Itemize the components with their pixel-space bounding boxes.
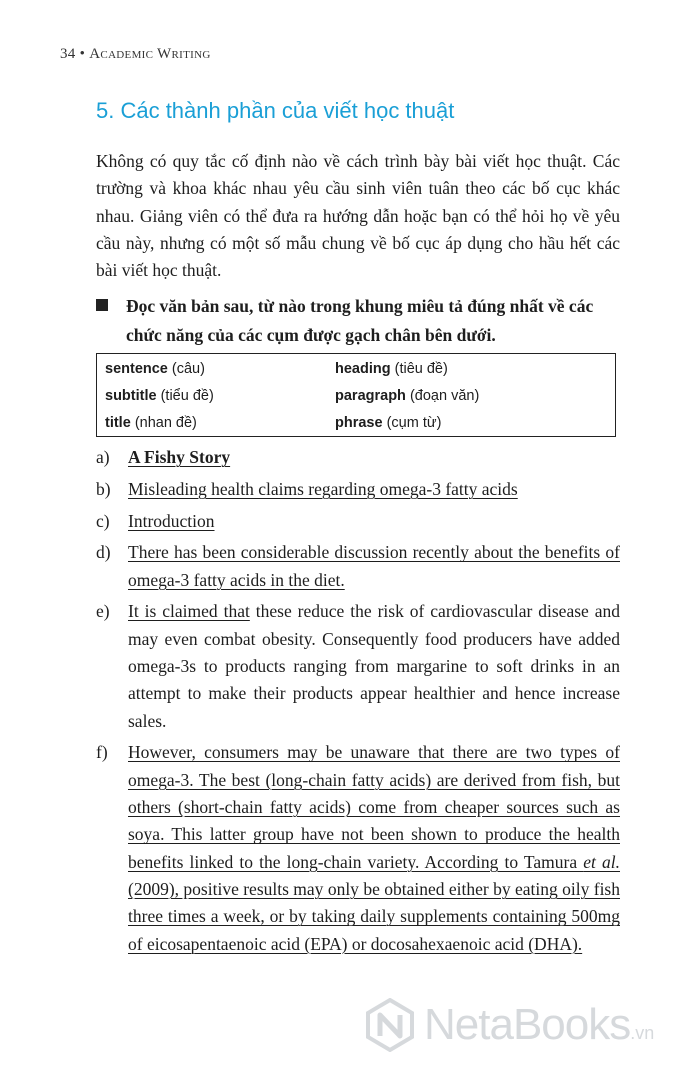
item-heading-text: Introduction [128,510,215,531]
word-box-term: heading (tiêu đề) [335,361,448,377]
word-box-term: paragraph (đoạn văn) [335,388,480,404]
task-instruction [96,292,620,350]
running-head [60,46,211,63]
item-body-text: these reduce the risk of cardiovascular disease and may even combat obesity. Consequently food producers have added omega-3s to products ranging from margarine to soft drinks in an attempt to make their products appear healthier and hence increase sales. [128,601,620,731]
square-bullet-icon [96,299,108,311]
exercise-item-b [96,476,620,503]
watermark-brand: NetaBooks.vn [424,1000,655,1049]
exercise-items [96,444,620,962]
item-letter: d) [96,542,111,563]
item-letter: f) [96,742,108,763]
word-box-term: sentence (câu) [105,361,205,377]
word-box-term: phrase (cụm từ) [335,415,442,431]
item-letter: b) [96,478,111,499]
item-letter: e) [96,601,110,622]
exercise-item-a [96,444,620,471]
running-head-title: Academic Writing [89,46,211,62]
word-box-term: title (nhan đề) [105,415,197,431]
item-phrase-text: It is claimed that [128,601,250,622]
word-box-term: subtitle (tiểu đề) [105,388,214,404]
item-paragraph-text: However, consumers may be unaware that there are two types of omega-3. The best (long-chain fatty acids) are derived from fish, but others (short-chain fatty acids) come from cheaper sources such as soya. This latter group have not been shown to produce the health benefits linked to the long-chain variety. According to Tamura et al. (2009), positive results may only be obtained either by eating oily fish three times a week, or by taking daily supplements containing 500mg of eicosapentaenoic acid (EPA) or docosahexaenoic acid (DHA). [128,742,620,954]
exercise-item-c [96,508,620,535]
exercise-item-d [96,539,620,594]
exercise-item-e [96,598,620,734]
item-sentence-text: There has been considerable discussion recently about the benefits of omega-3 fatty acids in the diet. [128,542,620,590]
exercise-item-f [96,739,620,957]
task-text: Đọc văn bản sau, từ nào trong khung miêu tả đúng nhất về các chức năng của các cụm được gạch chân bên dưới. [126,296,594,345]
section-title: 5. Các thành phần của viết học thuật [96,98,455,123]
page-number: 34 [60,46,76,62]
running-head-separator: • [79,46,86,62]
item-letter: a) [96,447,110,467]
item-title-text: A Fishy Story [128,447,231,467]
item-subtitle-text: Misleading health claims regarding omega-3 fatty acids [128,478,518,499]
word-box [96,353,616,437]
netabooks-logo-icon [366,998,414,1052]
intro-paragraph: Không có quy tắc cố định nào về cách trình bày bài viết học thuật. Các trường và khoa khác nhau yêu cầu sinh viên tuân theo các bố cục khác nhau. Giảng viên có thể đưa ra hướng dẫn hoặc bạn có thể hỏi họ về yêu cầu này, nhưng có một số mẫu chung về bố cục áp dụng cho hầu hết các bài viết học thuật. [96,151,620,281]
item-letter: c) [96,510,110,531]
